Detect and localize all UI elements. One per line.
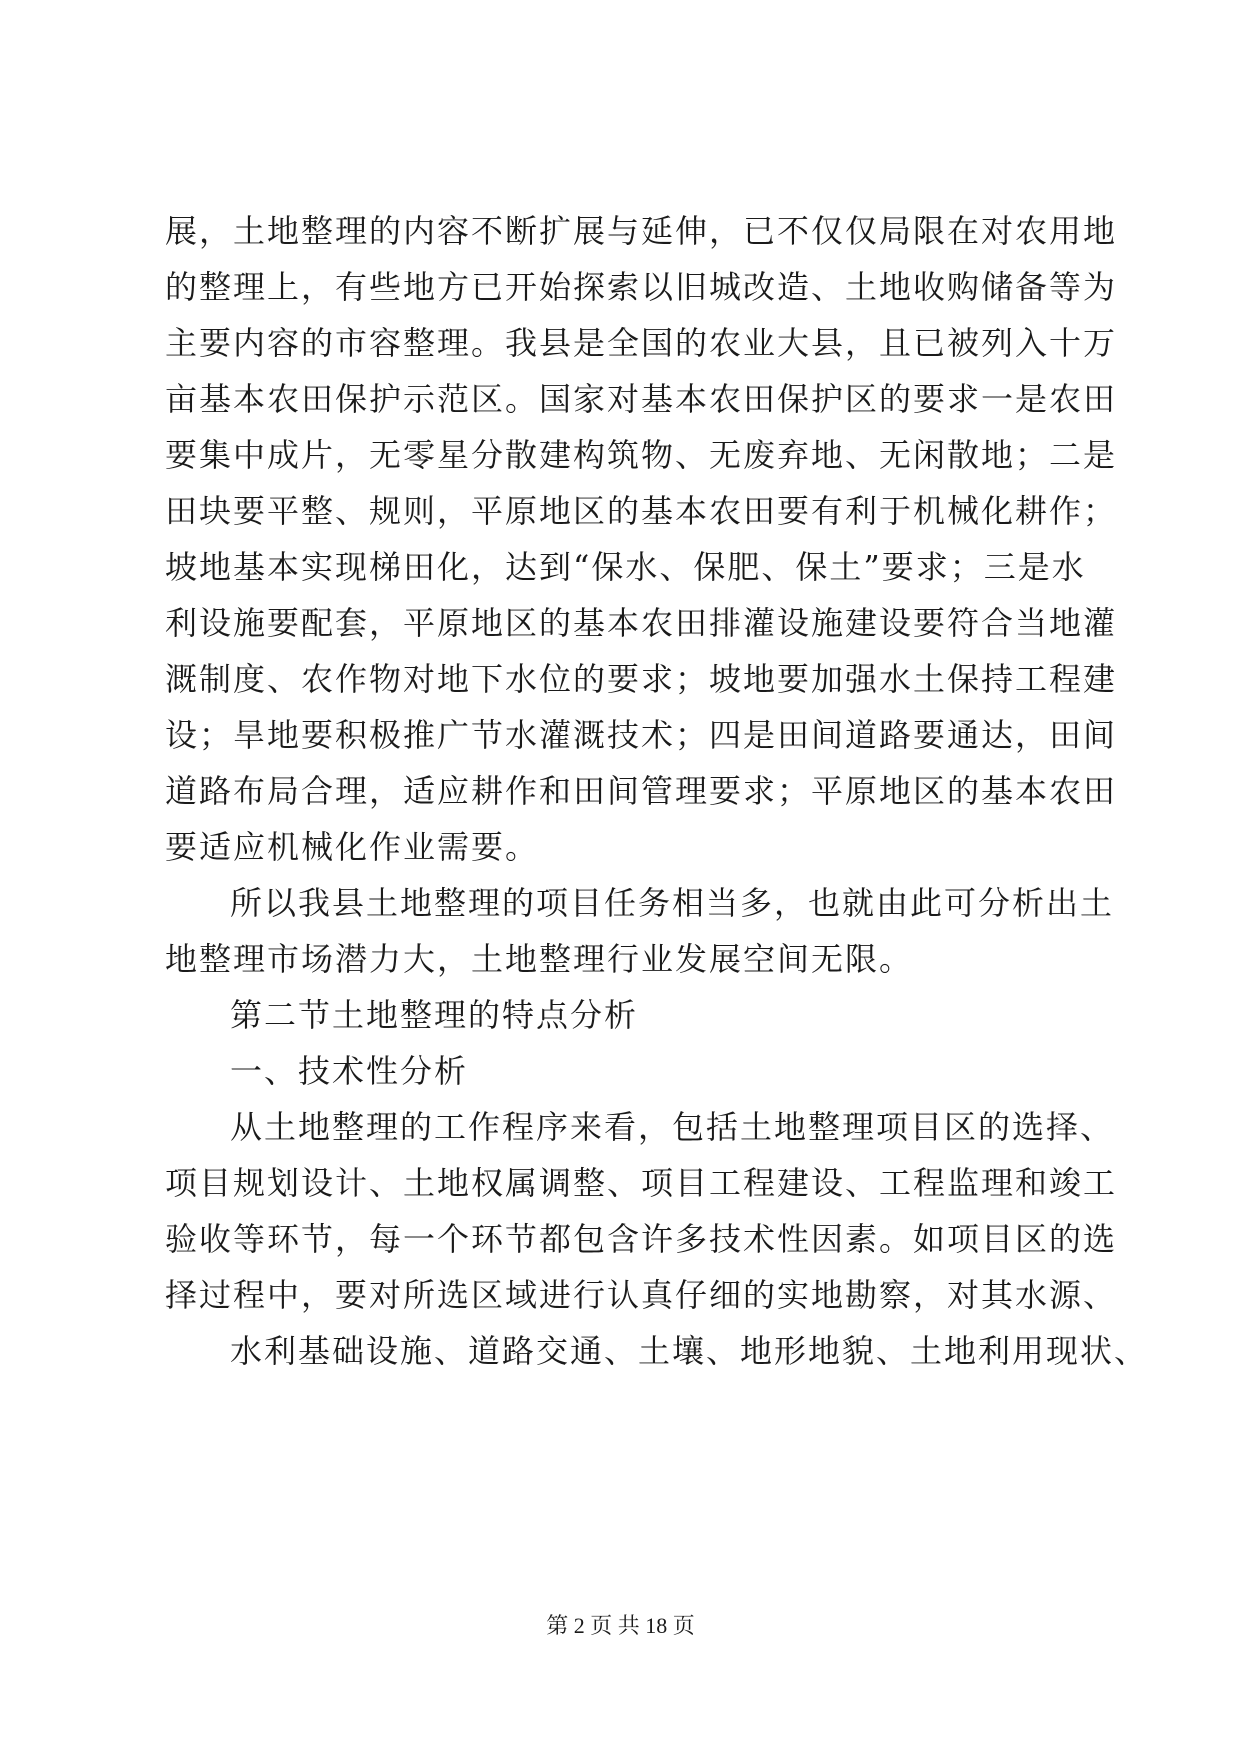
- page-footer: 第 2 页 共 18 页: [546, 1613, 695, 1638]
- text-line: 地整理市场潜力大，土地整理行业发展空间无限。: [165, 940, 914, 978]
- text-line: 水利基础设施、道路交通、土壤、地形地貌、土地利用现状、: [230, 1332, 1149, 1370]
- text-line: 田块要平整、规则，平原地区的基本农田要有利于机械化耕作；: [165, 492, 1118, 530]
- section-heading: 第二节土地整理的特点分析: [230, 996, 639, 1034]
- text-line: 的整理上，有些地方已开始探索以旧城改造、土地收购储备等为: [165, 268, 1118, 306]
- text-line: 亩基本农田保护示范区。国家对基本农田保护区的要求一是农田: [165, 380, 1118, 418]
- text-line: 道路布局合理，适应耕作和田间管理要求；平原地区的基本农田: [165, 772, 1118, 810]
- text-line: 展，土地整理的内容不断扩展与延伸，已不仅仅局限在对农用地: [165, 212, 1118, 250]
- text-line: 溉制度、农作物对地下水位的要求；坡地要加强水土保持工程建: [165, 660, 1118, 698]
- text-line: 要适应机械化作业需要。: [165, 828, 540, 866]
- text-line: 项目规划设计、土地权属调整、项目工程建设、工程监理和竣工: [165, 1164, 1118, 1202]
- text-line: 坡地基本实现梯田化，达到“保水、保肥、保土”要求；三是水: [165, 548, 1086, 586]
- text-line: 利设施要配套，平原地区的基本农田排灌设施建设要符合当地灌: [165, 604, 1118, 642]
- text-line: 主要内容的市容整理。我县是全国的农业大县，且已被列入十万: [165, 324, 1118, 362]
- text-line: 从土地整理的工作程序来看，包括土地整理项目区的选择、: [230, 1108, 1115, 1146]
- text-line: 设；旱地要积极推广节水灌溉技术；四是田间道路要通达，田间: [165, 716, 1118, 754]
- text-line: 验收等环节，每一个环节都包含许多技术性因素。如项目区的选: [165, 1220, 1118, 1258]
- text-line: 要集中成片，无零星分散建构筑物、无废弃地、无闲散地；二是: [165, 436, 1118, 474]
- text-line: 所以我县土地整理的项目任务相当多，也就由此可分析出土: [230, 884, 1115, 922]
- subsection-heading: 一、技术性分析: [230, 1052, 469, 1090]
- text-line: 择过程中，要对所选区域进行认真仔细的实地勘察，对其水源、: [165, 1276, 1118, 1314]
